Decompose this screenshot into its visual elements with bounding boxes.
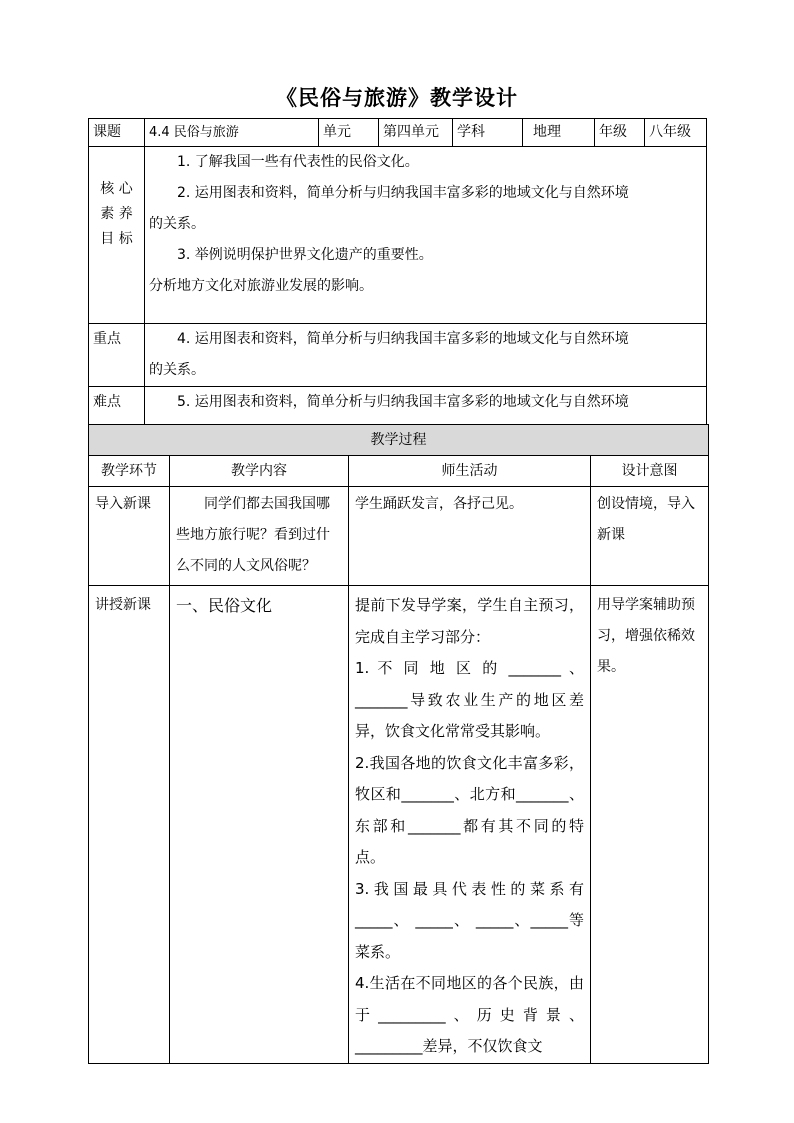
header-activity: 师生活动: [349, 456, 591, 487]
topic-value: 4.4 民俗与旅游: [145, 119, 319, 147]
header-intent: 设计意图: [591, 456, 709, 487]
info-row: [89, 119, 707, 147]
intent-cell: 用导学案辅助预习，增强依稀效果。: [591, 586, 709, 1064]
grade-label: 年级: [595, 119, 645, 147]
stage-cell: 讲授新课: [89, 586, 170, 1064]
content-cell: 同学们都去国我国哪些地方旅行呢？看到过什么不同的人文风俗呢？: [170, 487, 349, 586]
page-title: 《民俗与旅游》教学设计: [276, 86, 518, 110]
key-point-row: [89, 324, 707, 387]
core-label: 核 心 素 养 目 标: [89, 147, 145, 324]
process-table: [88, 424, 709, 1064]
unit-label: 单元: [319, 119, 379, 147]
difficulty-content: 5. 运用图表和资料，简单分析与归纳我国丰富多彩的地域文化与自然环境: [145, 387, 707, 450]
header-content: 教学内容: [170, 456, 349, 487]
core-row: [89, 147, 707, 324]
key-point-content: 4. 运用图表和资料，简单分析与归纳我国丰富多彩的地域文化与自然环境 的关系。: [145, 324, 707, 387]
table-row: [89, 487, 709, 586]
topic-label: 课题: [89, 119, 145, 147]
info-table: [88, 118, 707, 450]
unit-value: 第四单元: [379, 119, 453, 147]
subject-value: 地理: [523, 119, 595, 147]
stage-cell: 导入新课: [89, 487, 170, 586]
core-content: 1. 了解我国一些有代表性的民俗文化。 2. 运用图表和资料，简单分析与归纳我国丰富多彩的地域文化与自然环境 的关系。 3. 举例说明保护世界文化遗产的重要性。 分析地方文化对旅游业发展的影响。: [145, 147, 707, 324]
activity-cell: 提前下发导学案，学生自主预习，完成自主学习部分： 1. 不 同 地 区 的 _______ 、_______导致农业生产的地区差异，饮食文化常常受其影响。 2.我国各地的饮食文化丰富多彩，牧区和_______、北方和_______、东部和_______都有其不同的特点。 3.我国最具代表性的菜系有_____、 _____、 _____、_____等菜系。 4.生活在不同地区的各个民族，由于_________、历史背景、_________差异，不仅饮食文: [349, 586, 591, 1064]
table-row: [89, 586, 709, 1064]
activity-cell: 学生踊跃发言，各抒己见。: [349, 487, 591, 586]
subject-label: 学科: [453, 119, 523, 147]
key-point-label: 重点: [89, 324, 145, 387]
difficulty-label: 难点: [89, 387, 145, 450]
grade-value: 八年级: [645, 119, 707, 147]
process-title: 教学过程: [89, 425, 709, 456]
header-stage: 教学环节: [89, 456, 170, 487]
content-cell: 一、民俗文化: [170, 586, 349, 1064]
intent-cell: 创设情境，导入新课: [591, 487, 709, 586]
